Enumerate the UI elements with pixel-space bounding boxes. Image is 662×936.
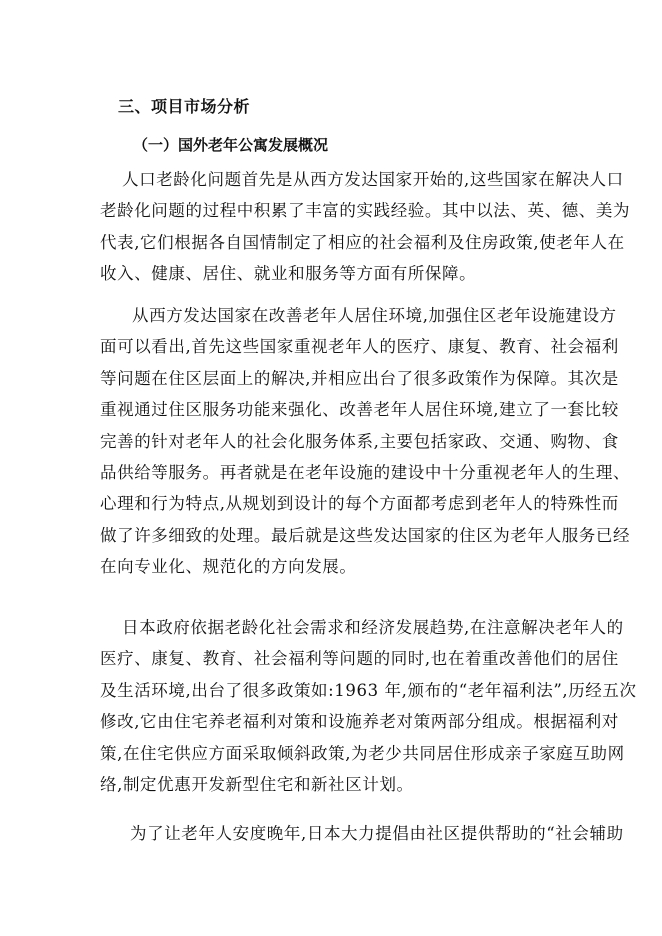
paragraph-line: 完善的针对老年人的社会化服务体系,主要包括家政、交通、购物、食: [100, 431, 619, 451]
paragraph-line: 做了许多细致的处理。最后就是这些发达国家的住区为老年人服务已经: [100, 525, 631, 545]
sub-heading: （一）国外老年公寓发展概况: [133, 136, 329, 154]
paragraph-line: 收入、健康、居住、就业和服务等方面有所保障。: [100, 264, 477, 284]
paragraph-4: [100, 818, 624, 849]
paragraph-line: 面可以看出,首先这些国家重视老年人的医疗、康复、教育、社会福利: [100, 337, 619, 357]
paragraph-line: 老龄化问题的过程中积累了丰富的实践经验。其中以法、英、德、美为: [100, 201, 631, 221]
paragraph-3: [100, 612, 637, 800]
paragraph-line: 等问题在住区层面上的解决,并相应出台了很多政策作为保障。其次是: [100, 368, 619, 388]
paragraph-2: [100, 300, 631, 583]
paragraph-line: 医疗、康复、教育、社会福利等问题的同时,也在着重改善他们的居住: [100, 649, 619, 669]
paragraph-line: 品供给等服务。再者就是在老年设施的建设中十分重视老年人的生理、: [100, 462, 631, 482]
paragraph-line: 络,制定优惠开发新型住宅和新社区计划。: [100, 774, 414, 794]
paragraph-line: 代表,它们根据各自国情制定了相应的社会福利及住房政策,使老年人在: [100, 232, 625, 252]
paragraph-line: 及生活环境,出台了很多政策如:1963 年,颁布的“老年福利法”,历经五次: [100, 680, 637, 700]
paragraph-line: 为了让老年人安度晚年,日本大力提倡由社区提供帮助的“社会辅助: [130, 824, 624, 843]
paragraph-line: 从西方发达国家在改善老年人居住环境,加强住区老年设施建设方: [132, 306, 617, 325]
paragraph-line: 日本政府依据老龄化社会需求和经济发展趋势,在注意解决老年人的: [122, 618, 624, 637]
section-heading: 三、项目市场分析: [118, 97, 251, 116]
paragraph-line: 策,在住宅供应方面采取倾斜政策,为老少共同居住形成亲子家庭互助网: [100, 743, 625, 763]
paragraph-line: 重视通过住区服务功能来强化、改善老年人居住环境,建立了一套比较: [100, 400, 619, 420]
paragraph-line: 修改,它由住宅养老福利对策和设施养老对策两部分组成。根据福利对: [100, 712, 619, 732]
paragraph-line: 心理和行为特点,从规划到设计的每个方面都考虑到老年人的特殊性而: [100, 494, 619, 514]
paragraph-1: [100, 164, 631, 290]
paragraph-line: 在向专业化、规范化的方向发展。: [100, 557, 357, 577]
paragraph-line: 人口老龄化问题首先是从西方发达国家开始的,这些国家在解决人口: [122, 170, 624, 189]
